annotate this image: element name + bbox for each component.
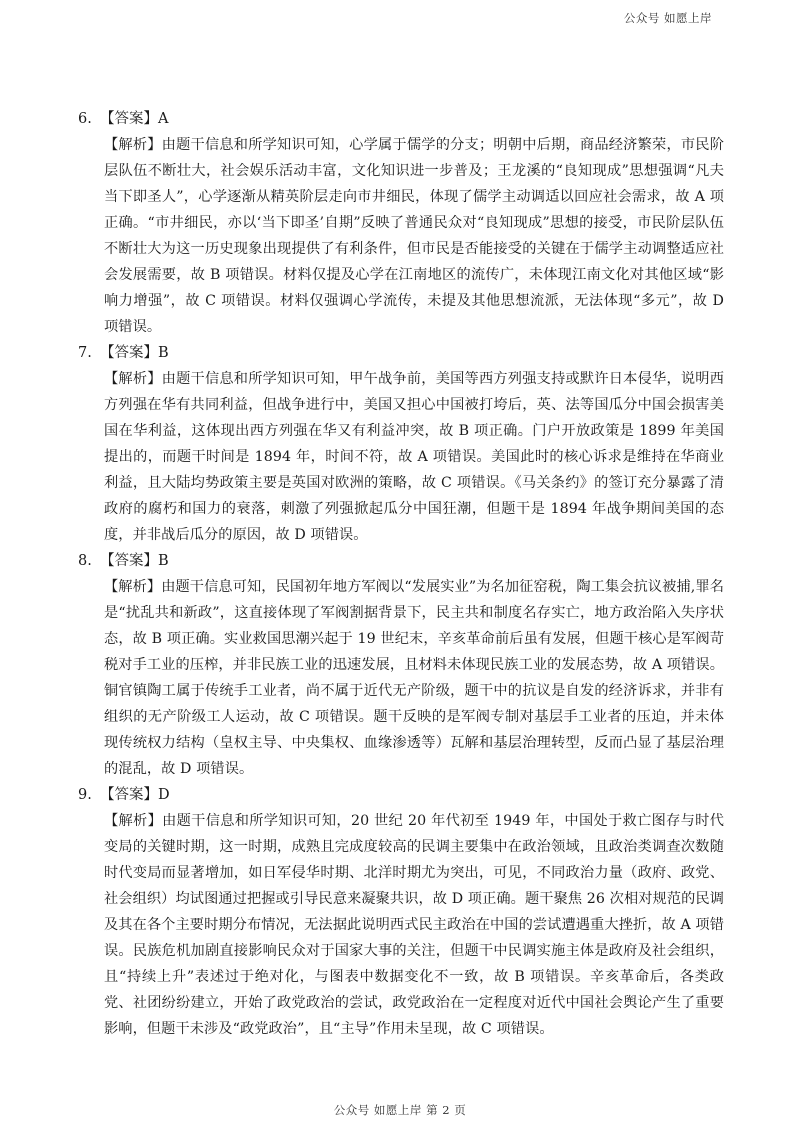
page-footer: 公众号 如愿上岸 第 2 页 — [333, 1103, 467, 1117]
answer-text: 【答案】B — [100, 553, 169, 569]
analysis-paragraph: 【解析】由题干信息和所学知识可知，心学属于儒学的分支；明朝中后期，商品经济繁荣，市民阶层队伍不断壮大，社会娱乐活动丰富，文化知识进一步普及；王龙溪的“良知现成”思想强调“凡夫当下即圣人”，心学逐渐从精英阶层走向市井细民，体现了儒学主动调适以回应社会需求，故 A 项正确。“市井细民，亦以‘当下即圣’自期”反映了普通民众对“良知现成”思想的接受，市民阶层队伍不断壮大为这一历史现象出现提供了有利条件，但市民是否能接受的关键在于儒学主动调整适应社会发展需要，故 B 项错误。材料仅提及心学在江南地区的流传广，未体现江南文化对其他区域“影响力增强”，故 C 项错误。材料仅强调心学流传，未提及其他思想流派，无法体现“多元”，故 D 项错误。 — [104, 137, 724, 335]
question-number: 8. — [78, 553, 92, 569]
answer-line — [78, 782, 724, 808]
question-8 — [78, 548, 724, 782]
answer-line — [78, 340, 724, 366]
answer-text: 【答案】A — [100, 111, 169, 127]
answer-line — [78, 548, 724, 574]
question-7 — [78, 340, 724, 548]
question-6 — [78, 106, 724, 340]
header-watermark: 公众号 如愿上岸 — [623, 11, 712, 25]
analysis-paragraph: 【解析】由题干信息可知，民国初年地方军阀以“发展实业”为名加征窑税，陶工集会抗议被捕,罪名是“扰乱共和新政”，这直接体现了军阀割据背景下，民主共和制度名存实亡，地方政治陷入失序状态，故 B 项正确。实业救国思潮兴起于 19 世纪末，辛亥革命前后虽有发展，但题干核心是军阀苛税对手工业的压榨，并非民族工业的迅速发展，且材料未体现民族工业的发展态势，故 A 项错误。铜官镇陶工属于传统手工业者，尚不属于近代无产阶级，题干中的抗议是自发的经济诉求，并非有组织的无产阶级工人运动，故 C 项错误。题干反映的是军阀专制对基层手工业者的压迫，并未体现传统权力结构（皇权主导、中央集权、血缘渗透等）瓦解和基层治理转型，反而凸显了基层治理的混乱，故 D 项错误。 — [104, 579, 724, 777]
answer-text: 【答案】D — [100, 787, 170, 803]
analysis-paragraph: 【解析】由题干信息和所学知识可知，20 世纪 20 年代初至 1949 年，中国处于救亡图存与时代变局的关键时期，这一时期，成熟且完成度较高的民调主要集中在政治领域，且政治类调查次数随时代变局而显著增加，如日军侵华时期、北洋时期尤为突出，可见，不同政治力量（政府、政党、社会组织）均试图通过把握或引导民意来凝聚共识，故 D 项正确。题干聚焦 26 次相对规范的民调及其在各个主要时期分布情况，无法据此说明西式民主政治在中国的尝试遭遇重大挫折，故 A 项错误。民族危机加剧直接影响民众对于国家大事的关注，但题干中民调实施主体是政府及社会组织，且“持续上升”表述过于绝对化，与图表中数据变化不一致，故 B 项错误。辛亥革命后，各类政党、社团纷纷建立，开始了政党政治的尝试，政党政治在一定程度对近代中国社会舆论产生了重要影响，但题干未涉及“政党政治”，且“主导”作用未呈现，故 C 项错误。 — [104, 813, 724, 1037]
answer-line — [78, 106, 724, 132]
analysis-paragraph: 【解析】由题干信息和所学知识可知，甲午战争前，美国等西方列强支持或默许日本侵华，说明西方列强在华有共同利益，但战争进行中，美国又担心中国被打垮后，英、法等国瓜分中国会损害美国在华利益，这体现出西方列强在华又有利益冲突，故 B 项正确。门户开放政策是 1899 年美国提出的，而题干时间是 1894 年，时间不符，故 A 项错误。美国此时的核心诉求是维持在华商业利益，且大陆均势政策主要是英国对欧洲的策略，故 C 项错误。《马关条约》的签订充分暴露了清政府的腐朽和国力的衰落，刺激了列强掀起瓜分中国狂潮，但题干是 1894 年战争期间美国的态度，并非战后瓜分的原因，故 D 项错误。 — [104, 371, 724, 543]
question-number: 6. — [78, 111, 92, 127]
answer-text: 【答案】B — [100, 345, 169, 361]
answer-analysis-content — [78, 106, 724, 1042]
question-9 — [78, 782, 724, 1042]
question-number: 7. — [78, 345, 92, 361]
question-number: 9. — [78, 787, 92, 803]
